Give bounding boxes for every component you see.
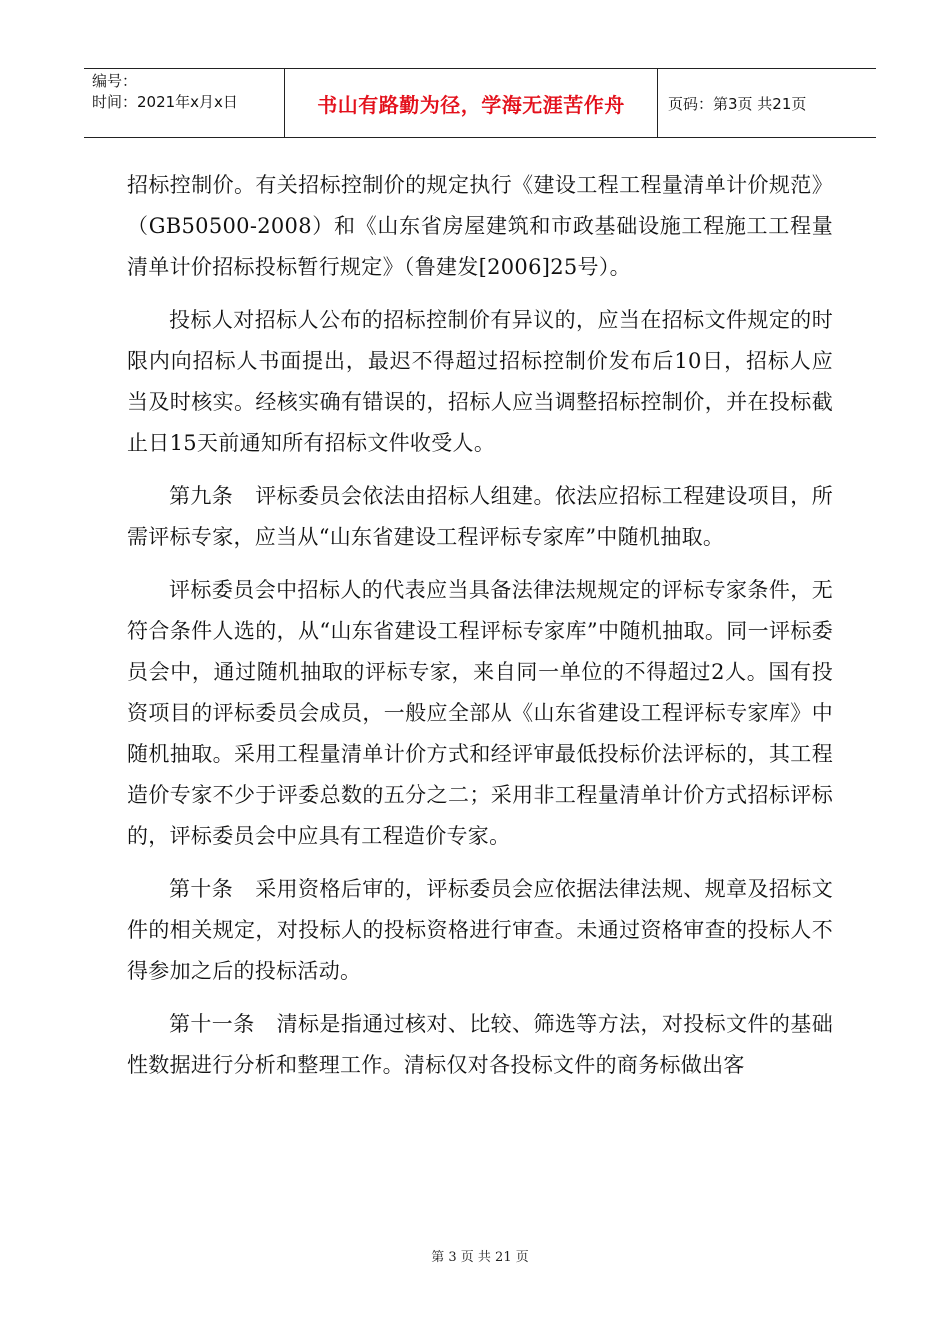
document-time-label: 时间：2021年x月x日 [92,93,238,111]
article-paragraph [127,1004,833,1086]
header-page-label: 页码：第3页 共21页 [668,94,807,113]
paragraph: 评标委员会中招标人的代表应当具备法律法规规定的评标专家条件，无符合条件人选的，从“山东省建设工程评标专家库”中随机抽取。同一评标委员会中，通过随机抽取的评标专家，来自同一单位的不得超过2人。国有投资项目的评标委员会成员，一般应全部从《山东省建设工程评标专家库》中随机抽取。采用工程量清单计价方式和经评审最低投标价法评标的，其工程造价专家不少于评委总数的五分之二；采用非工程量清单计价方式招标评标的，评标委员会中应具有工程造价专家。 [127,578,833,848]
motto-text: 书山有路勤为径，学海无涯苦作舟 [317,92,625,117]
page-footer [0,1246,950,1265]
footer-page-number: 第 3 页 共 21 页 [431,1250,529,1265]
document-body [127,165,833,1098]
article-text: 评标委员会依法由招标人组建。依法应招标工程建设项目，所需评标专家，应当从“山东省建设工程评标专家库”中随机抽取。 [127,484,833,549]
page-header [84,68,876,138]
document-number-label: 编号： [92,72,138,90]
article-number: 第十一条 [169,1012,255,1036]
article-text: 采用资格后审的，评标委员会应依据法律法规、规章及招标文件的相关规定，对投标人的投标资格进行审查。未通过资格审查的投标人不得参加之后的投标活动。 [127,877,833,983]
article-text: 清标是指通过核对、比较、筛选等方法，对投标文件的基础性数据进行分析和整理工作。清标仅对各投标文件的商务标做出客 [127,1012,833,1077]
header-motto [285,69,658,137]
article-paragraph [127,869,833,992]
header-page-info [658,69,876,137]
paragraph: 招标控制价。有关招标控制价的规定执行《建设工程工程量清单计价规范》（GB50500-2008）和《山东省房屋建筑和市政基础设施工程施工工程量清单计价招标投标暂行规定》（鲁建发[2006]25号）。 [127,173,833,279]
article-number: 第九条 [169,484,234,508]
header-meta [84,69,285,137]
article-paragraph [127,476,833,558]
paragraph: 投标人对招标人公布的招标控制价有异议的，应当在招标文件规定的时限内向招标人书面提出，最迟不得超过招标控制价发布后10日，招标人应当及时核实。经核实确有错误的，招标人应当调整招标控制价，并在投标截止日15天前通知所有招标文件收受人。 [127,308,833,455]
article-number: 第十条 [169,877,234,901]
